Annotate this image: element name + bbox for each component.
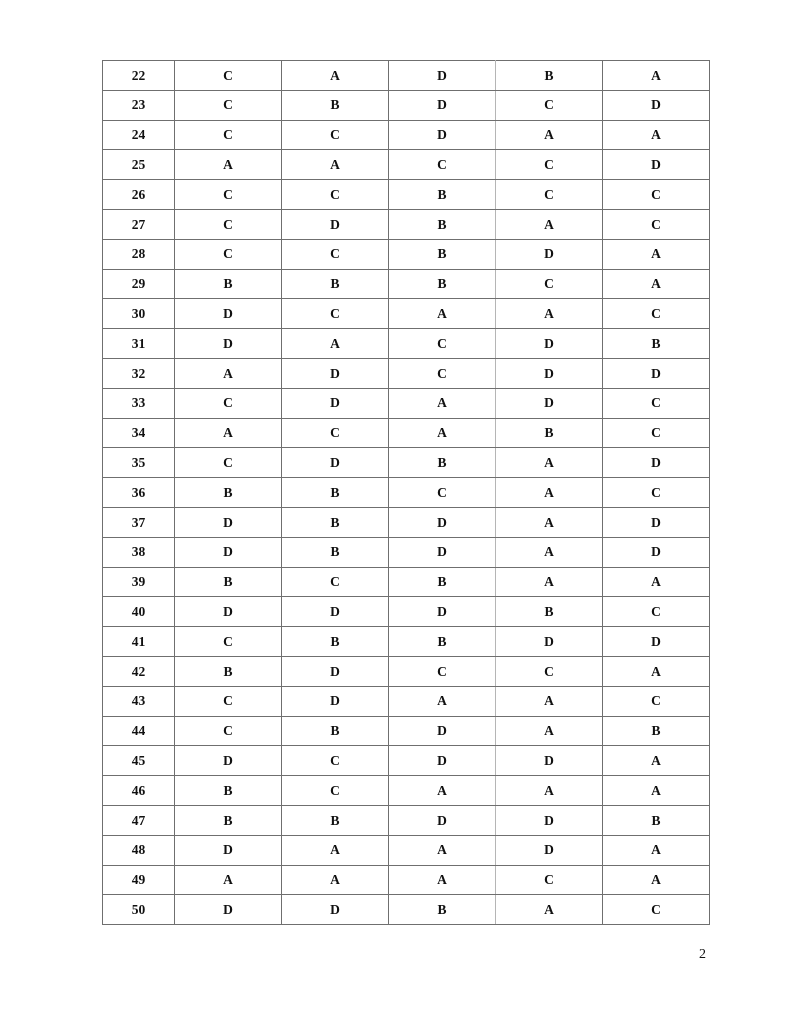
answer-cell: A <box>496 209 603 239</box>
table-row <box>103 388 710 418</box>
answer-cell: C <box>496 150 603 180</box>
answer-cell: D <box>603 90 710 120</box>
answer-cell: B <box>389 180 496 210</box>
answer-cell: B <box>496 61 603 91</box>
question-number: 37 <box>103 507 175 537</box>
answer-cell: C <box>175 120 282 150</box>
answer-cell: A <box>282 329 389 359</box>
question-number: 35 <box>103 448 175 478</box>
answer-cell: D <box>389 507 496 537</box>
answer-cell: C <box>282 180 389 210</box>
table-row <box>103 269 710 299</box>
table-row <box>103 865 710 895</box>
answer-cell: A <box>496 716 603 746</box>
answer-cell: D <box>282 388 389 418</box>
answer-cell: D <box>282 448 389 478</box>
answer-cell: D <box>282 656 389 686</box>
question-number: 27 <box>103 209 175 239</box>
answer-cell: C <box>389 358 496 388</box>
answer-cell: B <box>175 269 282 299</box>
answer-cell: C <box>496 269 603 299</box>
table-row <box>103 805 710 835</box>
answer-cell: C <box>389 329 496 359</box>
answer-cell: D <box>282 209 389 239</box>
answer-cell: D <box>175 835 282 865</box>
answer-cell: C <box>282 418 389 448</box>
table-row <box>103 895 710 925</box>
answer-cell: A <box>603 776 710 806</box>
answer-cell: C <box>175 90 282 120</box>
answer-cell: D <box>175 597 282 627</box>
question-number: 48 <box>103 835 175 865</box>
answer-cell: A <box>496 776 603 806</box>
question-number: 49 <box>103 865 175 895</box>
question-number: 26 <box>103 180 175 210</box>
answer-cell: D <box>175 537 282 567</box>
answer-cell: C <box>175 180 282 210</box>
question-number: 29 <box>103 269 175 299</box>
answer-cell: B <box>282 716 389 746</box>
table-row <box>103 418 710 448</box>
answer-cell: D <box>282 358 389 388</box>
table-row <box>103 627 710 657</box>
answer-cell: D <box>389 90 496 120</box>
answer-cell: A <box>496 120 603 150</box>
answer-cell: C <box>496 656 603 686</box>
answer-cell: D <box>175 746 282 776</box>
table-row <box>103 567 710 597</box>
answer-cell: D <box>175 507 282 537</box>
question-number: 40 <box>103 597 175 627</box>
answer-cell: B <box>282 805 389 835</box>
question-number: 45 <box>103 746 175 776</box>
answer-cell: D <box>603 537 710 567</box>
answer-cell: C <box>175 388 282 418</box>
question-number: 22 <box>103 61 175 91</box>
answer-cell: C <box>282 567 389 597</box>
question-number: 39 <box>103 567 175 597</box>
table-row <box>103 656 710 686</box>
answer-cell: A <box>282 61 389 91</box>
answer-cell: C <box>175 686 282 716</box>
answer-cell: A <box>496 507 603 537</box>
answer-cell: D <box>603 507 710 537</box>
answer-cell: D <box>496 805 603 835</box>
question-number: 36 <box>103 478 175 508</box>
answer-cell: B <box>282 507 389 537</box>
answer-cell: B <box>389 209 496 239</box>
question-number: 50 <box>103 895 175 925</box>
answer-cell: C <box>175 61 282 91</box>
answer-cell: C <box>175 627 282 657</box>
answer-cell: A <box>175 418 282 448</box>
answer-cell: C <box>603 299 710 329</box>
question-number: 25 <box>103 150 175 180</box>
answer-cell: B <box>496 597 603 627</box>
answer-cell: C <box>282 120 389 150</box>
answer-cell: B <box>389 239 496 269</box>
answer-cell: A <box>282 865 389 895</box>
answer-cell: B <box>175 805 282 835</box>
answer-cell: D <box>389 61 496 91</box>
answer-key-table <box>102 60 710 925</box>
answer-cell: C <box>175 209 282 239</box>
answer-cell: B <box>175 478 282 508</box>
table-row <box>103 835 710 865</box>
answer-cell: A <box>603 120 710 150</box>
answer-cell: A <box>603 746 710 776</box>
answer-cell: D <box>603 448 710 478</box>
question-number: 28 <box>103 239 175 269</box>
table-row <box>103 329 710 359</box>
answer-cell: C <box>175 716 282 746</box>
answer-cell: D <box>603 358 710 388</box>
answer-cell: D <box>389 537 496 567</box>
answer-cell: A <box>282 835 389 865</box>
question-number: 24 <box>103 120 175 150</box>
answer-cell: C <box>603 418 710 448</box>
answer-cell: A <box>603 269 710 299</box>
answer-cell: B <box>282 627 389 657</box>
table-row <box>103 776 710 806</box>
answer-cell: B <box>282 537 389 567</box>
table-row <box>103 90 710 120</box>
answer-cell: A <box>603 656 710 686</box>
answer-cell: B <box>282 269 389 299</box>
question-number: 31 <box>103 329 175 359</box>
answer-cell: D <box>175 895 282 925</box>
answer-cell: C <box>603 686 710 716</box>
table-row <box>103 746 710 776</box>
answer-cell: A <box>175 150 282 180</box>
answer-cell: D <box>175 299 282 329</box>
answer-cell: A <box>175 865 282 895</box>
answer-cell: A <box>496 537 603 567</box>
answer-cell: D <box>496 239 603 269</box>
table-row <box>103 299 710 329</box>
table-row <box>103 716 710 746</box>
answer-cell: D <box>496 746 603 776</box>
answer-cell: B <box>282 478 389 508</box>
answer-cell: D <box>282 686 389 716</box>
table-row <box>103 209 710 239</box>
table-row <box>103 150 710 180</box>
answer-cell: C <box>603 597 710 627</box>
answer-cell: A <box>389 418 496 448</box>
answer-cell: A <box>496 299 603 329</box>
answer-cell: C <box>389 150 496 180</box>
answer-cell: A <box>496 686 603 716</box>
answer-cell: B <box>389 627 496 657</box>
answer-cell: C <box>496 90 603 120</box>
question-number: 44 <box>103 716 175 746</box>
answer-cell: B <box>603 329 710 359</box>
question-number: 42 <box>103 656 175 686</box>
answer-cell: B <box>282 90 389 120</box>
answer-cell: C <box>496 180 603 210</box>
answer-cell: D <box>496 835 603 865</box>
answer-cell: A <box>389 299 496 329</box>
answer-cell: A <box>389 686 496 716</box>
answer-cell: B <box>389 448 496 478</box>
question-number: 47 <box>103 805 175 835</box>
answer-cell: A <box>496 567 603 597</box>
question-number: 38 <box>103 537 175 567</box>
answer-cell: C <box>282 239 389 269</box>
answer-cell: A <box>389 776 496 806</box>
question-number: 32 <box>103 358 175 388</box>
answer-cell: B <box>175 567 282 597</box>
answer-cell: A <box>389 835 496 865</box>
answer-cell: A <box>603 865 710 895</box>
answer-cell: B <box>389 567 496 597</box>
answer-cell: B <box>603 716 710 746</box>
answer-cell: B <box>496 418 603 448</box>
answer-cell: D <box>496 358 603 388</box>
answer-cell: A <box>496 448 603 478</box>
answer-cell: A <box>603 61 710 91</box>
answer-cell: C <box>175 448 282 478</box>
table-row <box>103 686 710 716</box>
answer-cell: C <box>389 478 496 508</box>
answer-cell: C <box>175 239 282 269</box>
table-row <box>103 478 710 508</box>
answer-cell: D <box>282 895 389 925</box>
answer-cell: D <box>389 716 496 746</box>
question-number: 41 <box>103 627 175 657</box>
table-row <box>103 358 710 388</box>
table-row <box>103 537 710 567</box>
question-number: 30 <box>103 299 175 329</box>
answer-cell: D <box>389 120 496 150</box>
answer-cell: B <box>389 895 496 925</box>
table-row <box>103 120 710 150</box>
answer-cell: D <box>603 150 710 180</box>
table-row <box>103 597 710 627</box>
answer-cell: C <box>603 180 710 210</box>
answer-cell: D <box>389 597 496 627</box>
answer-cell: A <box>389 865 496 895</box>
answer-cell: D <box>282 597 389 627</box>
answer-cell: C <box>603 209 710 239</box>
answer-cell: B <box>603 805 710 835</box>
table-row <box>103 61 710 91</box>
table-row <box>103 448 710 478</box>
answer-cell: C <box>389 656 496 686</box>
answer-cell: B <box>389 269 496 299</box>
page-number: 2 <box>699 947 706 962</box>
answer-cell: D <box>496 388 603 418</box>
question-number: 33 <box>103 388 175 418</box>
answer-key-body <box>103 61 710 925</box>
answer-cell: C <box>496 865 603 895</box>
table-row <box>103 180 710 210</box>
answer-cell: C <box>603 388 710 418</box>
question-number: 46 <box>103 776 175 806</box>
question-number: 23 <box>103 90 175 120</box>
answer-cell: A <box>603 567 710 597</box>
table-row <box>103 239 710 269</box>
answer-cell: D <box>389 805 496 835</box>
answer-cell: A <box>603 835 710 865</box>
answer-cell: A <box>496 478 603 508</box>
answer-cell: C <box>603 478 710 508</box>
table-row <box>103 507 710 537</box>
answer-cell: B <box>175 656 282 686</box>
answer-cell: D <box>389 746 496 776</box>
answer-cell: D <box>496 627 603 657</box>
answer-cell: C <box>603 895 710 925</box>
answer-cell: A <box>175 358 282 388</box>
question-number: 34 <box>103 418 175 448</box>
answer-cell: D <box>603 627 710 657</box>
answer-cell: C <box>282 776 389 806</box>
question-number: 43 <box>103 686 175 716</box>
answer-cell: A <box>282 150 389 180</box>
answer-cell: B <box>175 776 282 806</box>
answer-cell: A <box>496 895 603 925</box>
answer-cell: D <box>175 329 282 359</box>
answer-cell: C <box>282 299 389 329</box>
answer-cell: A <box>389 388 496 418</box>
answer-cell: C <box>282 746 389 776</box>
answer-cell: D <box>496 329 603 359</box>
answer-cell: A <box>603 239 710 269</box>
